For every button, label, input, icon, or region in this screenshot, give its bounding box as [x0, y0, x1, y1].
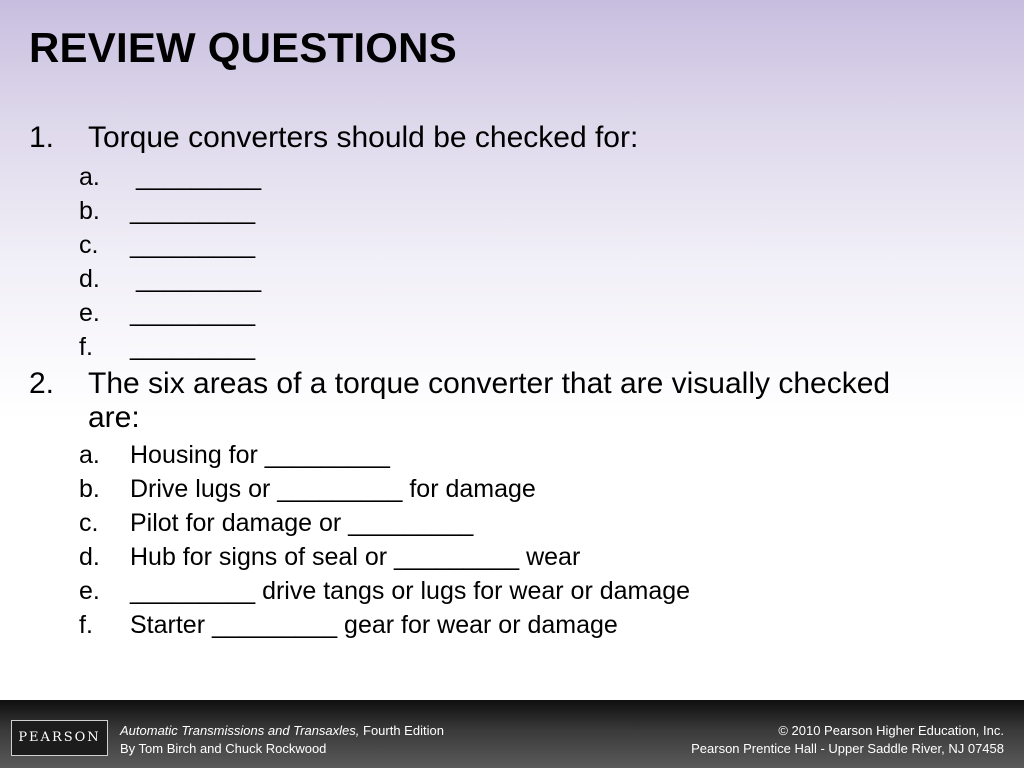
item-text: Housing for _________ [130, 441, 390, 469]
copyright-text: © 2010 Pearson Higher Education, Inc. [778, 723, 1004, 738]
publisher-credit [691, 722, 1004, 758]
item-text: Starter _________ gear for wear or damage [130, 611, 618, 639]
list-item [79, 230, 255, 260]
list-item [79, 264, 261, 294]
book-credit [120, 722, 444, 758]
item-letter: d. [79, 265, 100, 293]
item-text: Drive lugs or _________ for damage [130, 475, 536, 503]
list-item [79, 440, 390, 470]
item-letter: b. [79, 197, 100, 225]
item-letter: b. [79, 475, 100, 503]
item-text: Pilot for damage or _________ [130, 509, 474, 537]
item-letter: a. [79, 163, 100, 191]
list-item [79, 196, 255, 226]
book-edition: Fourth Edition [359, 723, 444, 738]
question-number: 1. [29, 121, 55, 154]
item-letter: f. [79, 333, 93, 361]
book-title: Automatic Transmissions and Transaxles, [120, 723, 360, 738]
question-2 [29, 367, 909, 435]
list-item [79, 508, 473, 538]
item-letter: f. [79, 611, 93, 639]
item-text: _________ [130, 197, 256, 225]
slide-title: REVIEW QUESTIONS [29, 24, 457, 71]
item-text: _________ [130, 231, 256, 259]
question-text: The six areas of a torque converter that are visually checked are: [88, 367, 891, 434]
item-text: Hub for signs of seal or _________ wear [130, 543, 581, 571]
item-text: _________ drive tangs or lugs for wear or damage [130, 577, 691, 605]
item-letter: c. [79, 509, 99, 537]
item-letter: a. [79, 441, 100, 469]
footer-bar [0, 700, 1024, 768]
item-text: _________ [130, 333, 256, 361]
list-item [79, 576, 690, 606]
item-letter: c. [79, 231, 99, 259]
item-text: _________ [136, 265, 262, 293]
publisher-text: Pearson Prentice Hall - Upper Saddle River, NJ 07458 [691, 741, 1004, 756]
item-letter: e. [79, 577, 100, 605]
item-text: _________ [136, 163, 262, 191]
item-letter: d. [79, 543, 100, 571]
item-letter: e. [79, 299, 100, 327]
list-item [79, 474, 536, 504]
book-authors: By Tom Birch and Chuck Rockwood [120, 741, 327, 756]
list-item [79, 162, 261, 192]
pearson-logo: PEARSON [11, 720, 108, 756]
question-number: 2. [29, 367, 55, 400]
question-1 [29, 121, 909, 155]
list-item [79, 610, 618, 640]
list-item [79, 542, 580, 572]
question-text: Torque converters should be checked for: [88, 121, 639, 154]
list-item [79, 332, 255, 362]
list-item [79, 298, 255, 328]
item-text: _________ [130, 299, 256, 327]
